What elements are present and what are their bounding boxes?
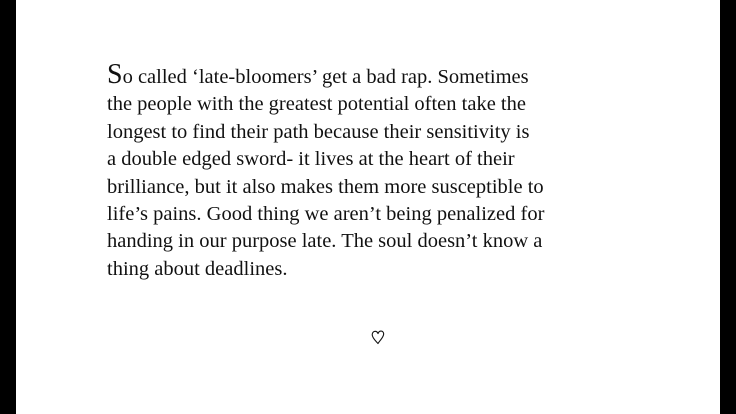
quote-line-1 xyxy=(107,59,707,91)
heart-icon xyxy=(370,329,386,345)
quote-line-4: a double edged sword- it lives at the heart of their xyxy=(107,148,515,171)
quote-page xyxy=(16,0,720,414)
quote-text xyxy=(107,59,707,283)
quote-line-8: thing about deadlines. xyxy=(107,257,288,280)
quote-line-7: handing in our purpose late. The soul doesn’t know a xyxy=(107,230,543,253)
quote-line-2: the people with the greatest potential often take the xyxy=(107,93,526,116)
quote-line-6: life’s pains. Good thing we aren’t being penalized for xyxy=(107,203,545,226)
quote-line-3: longest to find their path because their sensitivity is xyxy=(107,120,530,143)
quote-line-5: brilliance, but it also makes them more susceptible to xyxy=(107,175,544,198)
drop-cap: S xyxy=(107,59,123,90)
quote-line-1-text: o called ‘late-bloomers’ get a bad rap. Sometimes xyxy=(122,66,529,88)
